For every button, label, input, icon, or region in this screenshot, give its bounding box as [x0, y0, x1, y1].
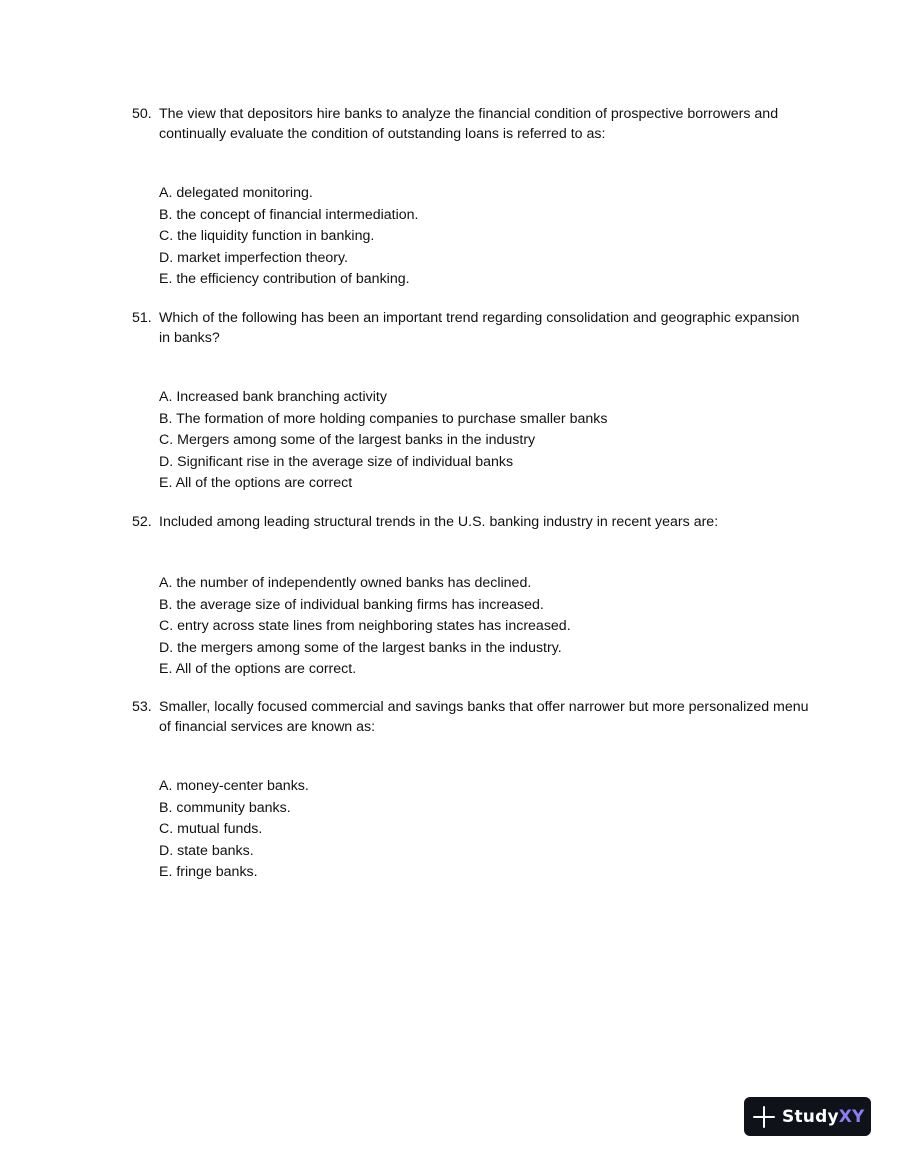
question-number: 51. [132, 310, 152, 326]
answer-options [159, 387, 812, 495]
answer-options [159, 573, 812, 681]
question-51 [132, 308, 812, 509]
answer-option: E. All of the options are correct [159, 475, 353, 491]
brand-logo-text [782, 1107, 865, 1127]
question-text: Included among leading structural trends in the U.S. banking industry in recent years are: [159, 514, 719, 530]
brand-text-xy: XY [838, 1106, 865, 1127]
question-number: 52. [132, 514, 152, 530]
answer-option: B. the average size of individual banking firms has increased. [159, 596, 544, 613]
answer-option: A. Increased bank branching activity [159, 389, 387, 405]
question-number: 50. [132, 106, 152, 122]
answer-option: D. market imperfection theory. [159, 249, 348, 266]
question-text: The view that depositors hire banks to analyze the financial condition of prospective borrowers and continually evaluate the condition of outstanding loans is referred to as: [159, 106, 779, 142]
question-50 [132, 104, 812, 305]
answer-option: A. delegated monitoring. [159, 185, 313, 201]
answer-option: C. the liquidity function in banking. [159, 228, 375, 244]
question-text: Which of the following has been an important trend regarding consolidation and geographic expansion in banks? [159, 310, 800, 346]
answer-option: A. the number of independently owned banks has declined. [159, 575, 532, 591]
answer-option: E. the efficiency contribution of banking. [159, 271, 410, 287]
question-53 [132, 697, 812, 898]
answer-option: B. community banks. [159, 799, 291, 816]
question-52 [132, 512, 812, 695]
answer-option: C. entry across state lines from neighboring states has increased. [159, 618, 571, 634]
answer-option: B. The formation of more holding companies to purchase smaller banks [159, 410, 608, 427]
answer-option: D. state banks. [159, 842, 254, 859]
plus-icon [753, 1106, 775, 1128]
question-text: Smaller, locally focused commercial and savings banks that offer narrower but more personalized menu of financial services are known as: [159, 699, 809, 735]
answer-option: E. All of the options are correct. [159, 661, 357, 677]
studyxy-badge[interactable] [744, 1097, 871, 1136]
answer-option: B. the concept of financial intermediation. [159, 206, 419, 223]
answer-option: C. Mergers among some of the largest banks in the industry [159, 432, 536, 448]
answer-option: C. mutual funds. [159, 821, 263, 837]
answer-options [159, 776, 812, 884]
answer-option: E. fringe banks. [159, 864, 258, 880]
answer-options [159, 183, 812, 291]
question-number: 53. [132, 699, 152, 715]
answer-option: D. Significant rise in the average size of individual banks [159, 453, 514, 470]
brand-text-study: Study [782, 1106, 839, 1127]
answer-option: D. the mergers among some of the largest banks in the industry. [159, 639, 562, 656]
answer-option: A. money-center banks. [159, 778, 309, 794]
